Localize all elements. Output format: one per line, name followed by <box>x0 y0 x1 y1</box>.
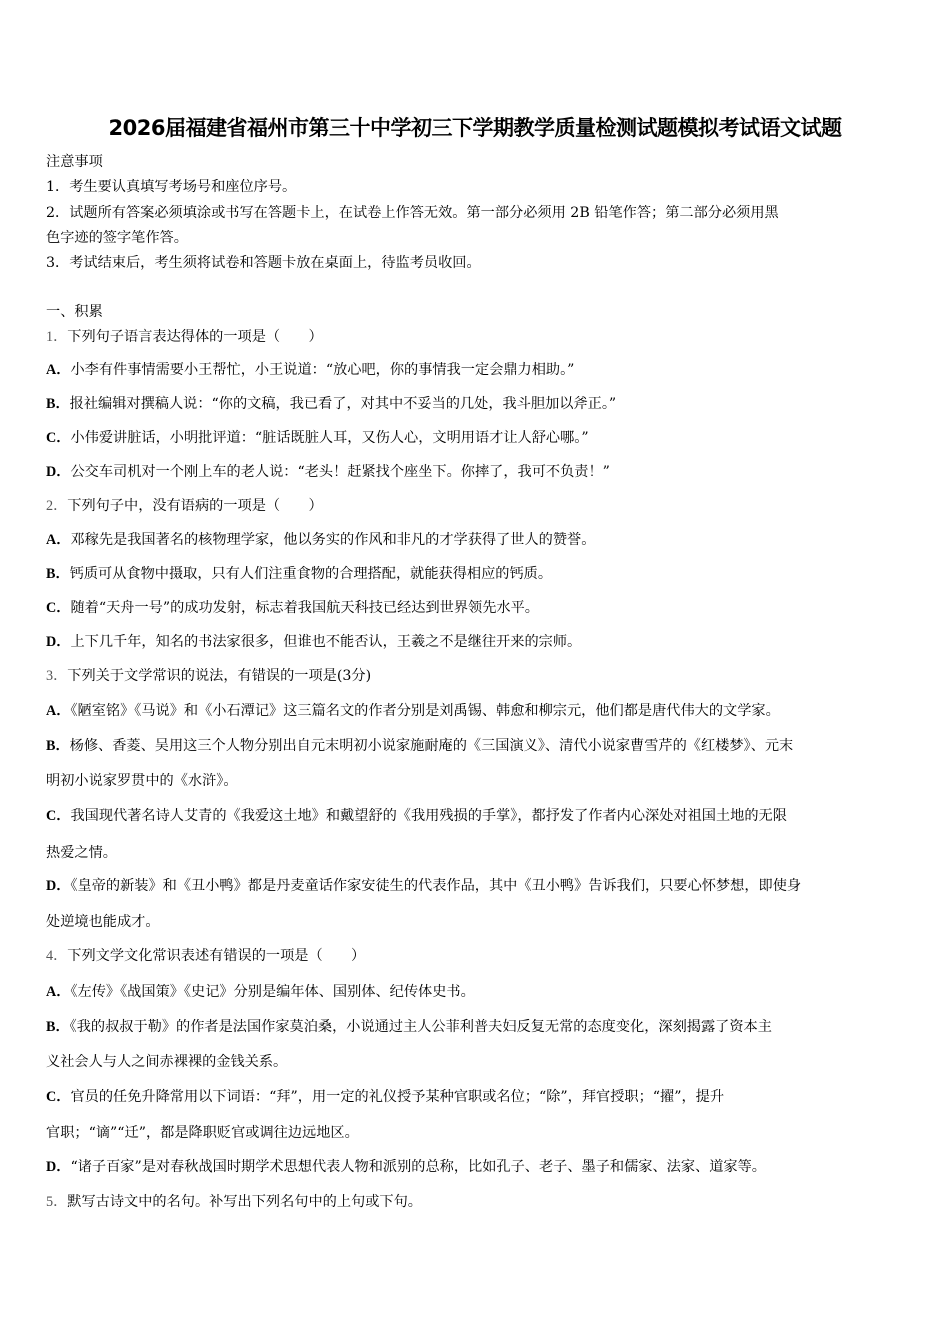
option-label: D． <box>46 878 71 894</box>
question-2 <box>46 497 906 515</box>
question-number: 2． <box>46 498 68 514</box>
notice-item-2-cont: 色字迹的签字笔作答。 <box>46 230 188 246</box>
question-number: 5． <box>46 1194 68 1210</box>
option-text: 《我的叔叔于勒》的作者是法国作家莫泊桑，小说通过主人公菲利普夫妇反复无常的态度变化，深刻揭露了资本主 <box>69 1019 772 1035</box>
option-label: A． <box>46 362 71 378</box>
option-text: 邓稼先是我国著名的核物理学家，他以务实的作风和非凡的才学获得了世人的赞誉。 <box>70 532 596 548</box>
option-label: D． <box>46 464 71 480</box>
question-number: 1． <box>46 329 68 345</box>
option-text: 公交车司机对一个刚上车的老人说：“老头！赶紧找个座坐下。你摔了，我可不负责！” <box>70 464 610 480</box>
q4-option-a <box>46 983 906 1001</box>
q4-option-c <box>46 1088 906 1106</box>
notice-item-1: 1．考生要认真填写考场号和座位序号。 <box>46 179 297 195</box>
question-stem: 默写古诗文中的名句。补写出下列名句中的上句或下句。 <box>67 1194 422 1210</box>
page-title: 2026届福建省福州市第三十中学初三下学期教学质量检测试题模拟考试语文试题 <box>108 116 842 140</box>
option-text: 杨修、香菱、吴用这三个人物分别出自元末明初小说家施耐庵的《三国演义》、清代小说家曹雪芹的《红楼梦》、元末 <box>69 738 794 754</box>
notice-item-2: 2．试题所有答案必须填涂或书写在答题卡上，在试卷上作答无效。第一部分必须用 2B 铅笔作答；第二部分必须用黑 <box>46 205 779 221</box>
question-3 <box>46 667 906 685</box>
option-text: 《陋室铭》《马说》和《小石潭记》这三篇名文的作者分别是刘禹锡、韩愈和柳宗元，他们都是唐代伟大的文学家。 <box>70 703 780 719</box>
q2-option-c <box>46 599 906 617</box>
option-label: A． <box>46 984 71 1000</box>
option-label: B． <box>46 396 70 412</box>
option-label: B． <box>46 566 70 582</box>
q2-option-d <box>46 633 906 651</box>
option-label: D． <box>46 634 71 650</box>
option-label: D． <box>46 1159 71 1175</box>
q4-option-d <box>46 1158 906 1176</box>
q4-option-b <box>46 1018 906 1036</box>
question-stem: 下列文学文化常识表述有错误的一项是（ ） <box>67 948 366 964</box>
notice-heading: 注意事项 <box>46 154 103 170</box>
q1-option-c <box>46 429 906 447</box>
question-stem: 下列句子中，没有语病的一项是（ ） <box>67 498 323 514</box>
question-number: 4． <box>46 948 68 964</box>
q3-option-c-cont: 热爱之情。 <box>46 845 117 861</box>
question-number: 3． <box>46 668 68 684</box>
option-text: 《左传》《战国策》《史记》分别是编年体、国别体、纪传体史书。 <box>70 984 475 1000</box>
option-label: C． <box>46 600 71 616</box>
option-text: 我国现代著名诗人艾青的《我爱这土地》和戴望舒的《我用残损的手掌》，都抒发了作者内心深处对祖国土地的无限 <box>70 808 787 824</box>
q1-option-d <box>46 463 906 481</box>
q3-option-a <box>46 702 906 720</box>
option-text: “诸子百家”是对春秋战国时期学术思想代表人物和派别的总称，比如孔子、老子、墨子和儒家、法家、道家等。 <box>70 1159 766 1175</box>
question-stem: 下列句子语言表达得体的一项是（ ） <box>67 329 323 345</box>
option-text: 随着“天舟一号”的成功发射，标志着我国航天科技已经达到世界领先水平。 <box>70 600 539 616</box>
option-label: A． <box>46 703 71 719</box>
question-stem: 下列关于文学常识的说法，有错误的一项是(3分) <box>67 668 372 684</box>
q3-option-c <box>46 807 906 825</box>
option-text: 钙质可从食物中摄取，只有人们注重食物的合理搭配，就能获得相应的钙质。 <box>69 566 553 582</box>
option-text: 上下几千年，知名的书法家很多，但谁也不能否认，王羲之不是继往开来的宗师。 <box>70 634 582 650</box>
option-text: 小李有件事情需要小王帮忙，小王说道：“放心吧，你的事情我一定会鼎力相助。” <box>70 362 575 378</box>
q3-option-b-cont: 明初小说家罗贯中的《水浒》。 <box>46 773 238 789</box>
q4-option-c-cont: 官职；“谪”“迁”，都是降职贬官或调往边远地区。 <box>46 1125 359 1141</box>
q2-option-b <box>46 565 906 583</box>
q3-option-d <box>46 877 906 895</box>
q1-option-b <box>46 395 906 413</box>
q1-option-a <box>46 361 906 379</box>
section-heading: 一、积累 <box>46 304 103 320</box>
option-text: 小伟爱讲脏话，小明批评道：“脏话既脏人耳，又伤人心，文明用语才让人舒心哪。” <box>70 430 589 446</box>
option-label: C． <box>46 1089 71 1105</box>
option-text: 《皇帝的新装》和《丑小鸭》都是丹麦童话作家安徒生的代表作品，其中《丑小鸭》告诉我们，只要心怀梦想，即使身 <box>70 878 802 894</box>
option-label: B． <box>46 1019 70 1035</box>
option-text: 报社编辑对撰稿人说：“你的文稿，我已看了，对其中不妥当的几处，我斗胆加以斧正。” <box>69 396 617 412</box>
q3-option-b <box>46 737 906 755</box>
question-1 <box>46 328 906 346</box>
option-label: A． <box>46 532 71 548</box>
q3-option-d-cont: 处逆境也能成才。 <box>46 914 160 930</box>
question-5 <box>46 1193 906 1211</box>
notice-item-3: 3．考试结束后，考生须将试卷和答题卡放在桌面上，待监考员收回。 <box>46 255 481 271</box>
option-label: B． <box>46 738 70 754</box>
q4-option-b-cont: 义社会人与人之间赤裸裸的金钱关系。 <box>46 1054 288 1070</box>
option-label: C． <box>46 430 71 446</box>
question-4 <box>46 947 906 965</box>
option-text: 官员的任免升降常用以下词语：“拜”，用一定的礼仪授予某种官职或名位；“除”，拜官授职；“擢”，提升 <box>70 1089 725 1105</box>
q2-option-a <box>46 531 906 549</box>
option-label: C． <box>46 808 71 824</box>
